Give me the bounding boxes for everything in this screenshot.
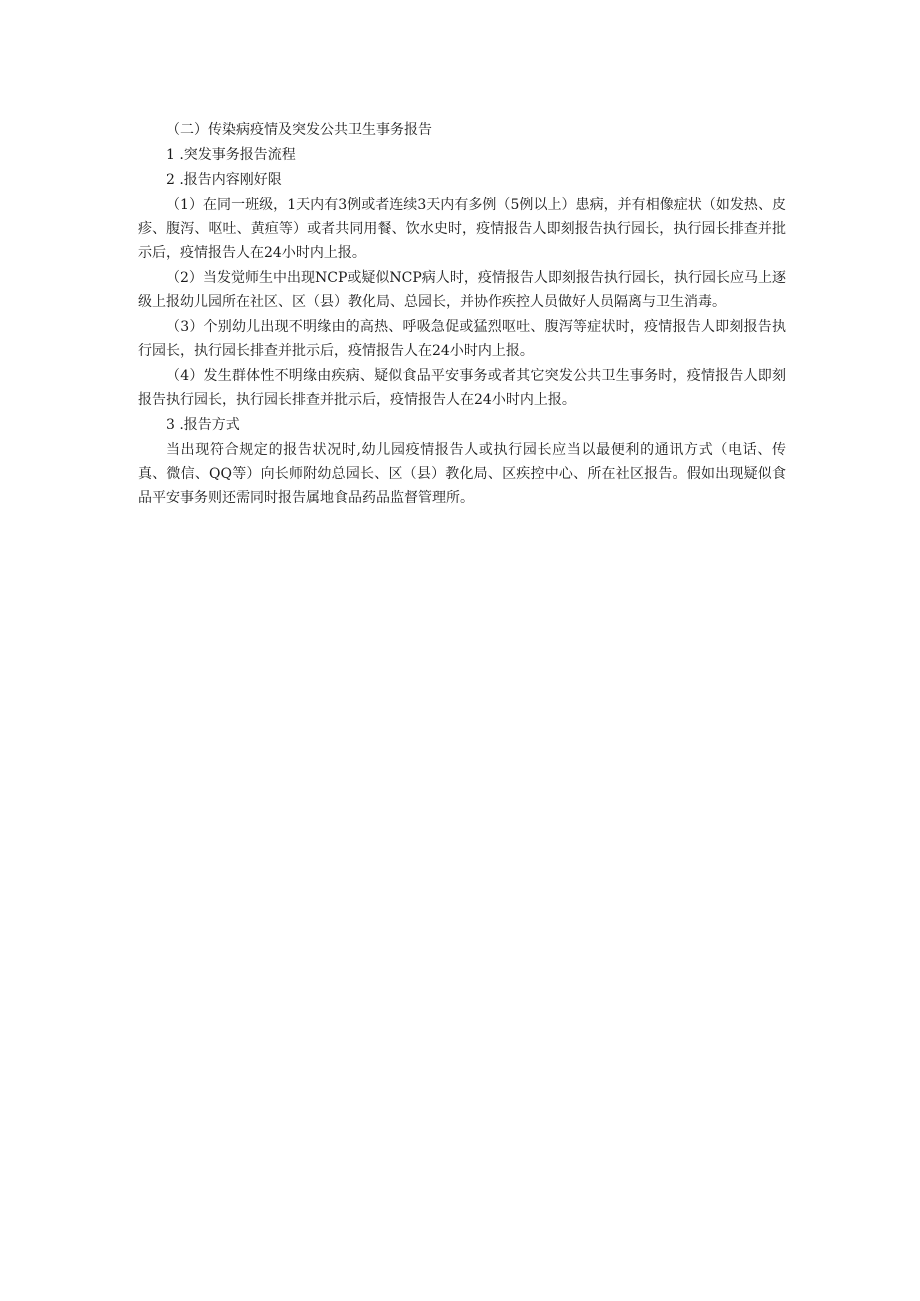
- section-title: （二）传染病疫情及突发公共卫生事务报告: [166, 122, 432, 138]
- paragraph-3: （3）个别幼儿出现不明缘由的高热、呼吸急促或猛烈呕吐、腹泻等症状时，疫情报告人即刻报告执行园长，执行园长排查并批示后，疫情报告人在24小时内上报。: [138, 319, 786, 359]
- paragraph-1: （1）在同一班级，1天内有3例或者连续3天内有多例（5例以上）患病，并有相像症状（如发热、皮疹、腹泻、呕吐、黄疸等）或者共同用餐、饮水史时，疫情报告人即刻报告执行园长，执行园长排查并批示后，疫情报告人在24小时内上报。: [138, 197, 786, 261]
- document-page: [138, 118, 786, 510]
- paragraph-2: （2）当发觉师生中出现NCP或疑似NCP病人时，疫情报告人即刻报告执行园长，执行园长应马上逐级上报幼儿园所在社区、区（县）教化局、总园长，并协作疾控人员做好人员隔离与卫生消毒。: [138, 270, 786, 310]
- item1-title: 1 .突发事务报告流程: [166, 147, 296, 163]
- item3-title: 3 .报告方式: [166, 417, 240, 433]
- item2-title: 2 .报告内容刚好限: [166, 172, 282, 188]
- paragraph-5: 当出现符合规定的报告状况时,幼儿园疫情报告人或执行园长应当以最便利的通讯方式（电话、传真、微信、QQ等）向长师附幼总园长、区（县）教化局、区疾控中心、所在社区报告。假如出现疑似食品平安事务则还需同时报告属地食品药品监督管理所。: [138, 442, 786, 506]
- paragraph-4: （4）发生群体性不明缘由疾病、疑似食品平安事务或者其它突发公共卫生事务时，疫情报告人即刻报告执行园长，执行园长排查并批示后，疫情报告人在24小时内上报。: [138, 368, 786, 408]
